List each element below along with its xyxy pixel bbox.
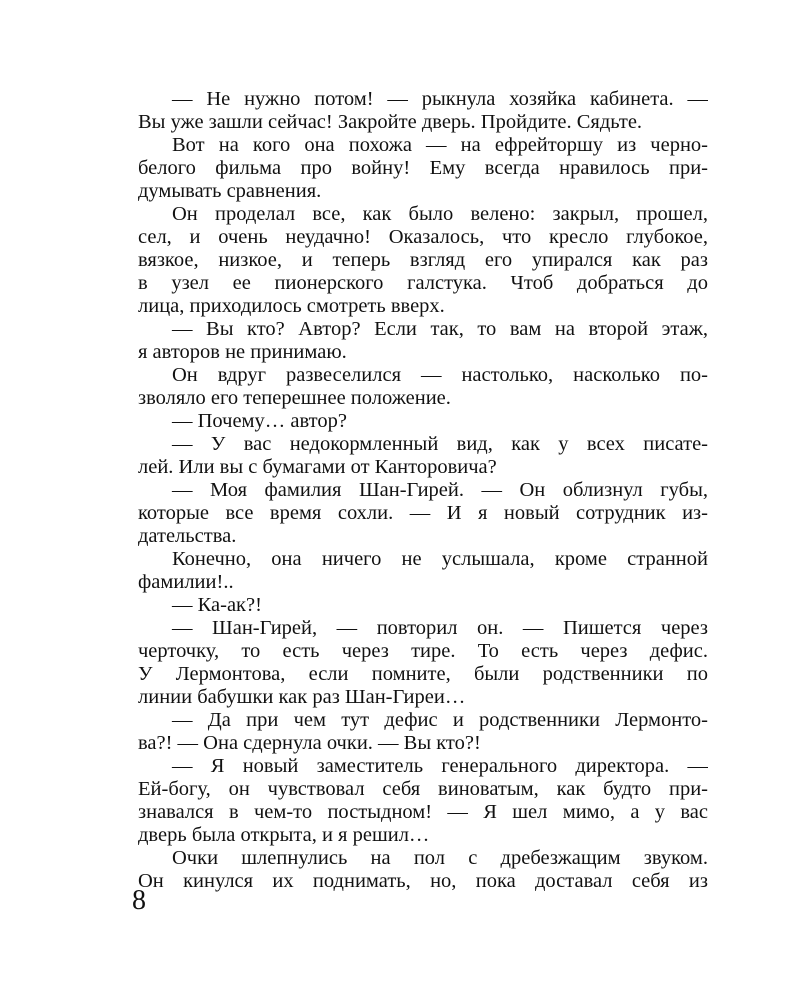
book-page-text bbox=[138, 88, 708, 893]
text-line: — Шан-Гирей, — повторил он. — Пишется через bbox=[172, 617, 708, 639]
text-line: Очки шлепнулись на пол с дребезжащим звуком. bbox=[172, 847, 708, 869]
text-line: — У вас недокормленный вид, как у всех писате- bbox=[172, 433, 708, 455]
text-line: вязкое, низкое, и теперь взгляд его упирался как раз bbox=[138, 249, 708, 271]
text-line: Он проделал все, как было велено: закрыл, прошел, bbox=[172, 203, 708, 225]
text-line: — Моя фамилия Шан-Гирей. — Он облизнул губы, bbox=[172, 479, 708, 501]
text-line: зволяло его теперешнее положение. bbox=[138, 387, 451, 409]
text-line: думывать сравнения. bbox=[138, 180, 322, 202]
text-line: в узел ее пионерского галстука. Чтоб добраться до bbox=[138, 272, 708, 294]
text-line: белого фильма про войну! Ему всегда нравилось при- bbox=[138, 157, 708, 179]
text-line: — Да при чем тут дефис и родственники Лермонто- bbox=[172, 709, 708, 731]
text-line: я авторов не принимаю. bbox=[138, 341, 347, 363]
page-number: 8 bbox=[132, 885, 146, 916]
text-line: фамилии!.. bbox=[138, 571, 234, 593]
text-line: дательства. bbox=[138, 525, 237, 547]
text-line: сел, и очень неудачно! Оказалось, что кресло глубокое, bbox=[138, 226, 708, 248]
text-line: У Лермонтова, если помните, были родственники по bbox=[138, 663, 708, 685]
text-line: — Вы кто? Автор? Если так, то вам на второй этаж, bbox=[172, 318, 708, 340]
text-line: ва?! — Она сдернула очки. — Вы кто?! bbox=[138, 732, 481, 754]
text-line: Вы уже зашли сейчас! Закройте дверь. Пройдите. Сядьте. bbox=[138, 111, 643, 133]
text-line: Ей-богу, он чувствовал себя виноватым, как будто при- bbox=[138, 778, 708, 800]
text-line: знавался в чем-то постыдном! — Я шел мимо, а у вас bbox=[138, 801, 708, 823]
text-line: — Ка-ак?! bbox=[172, 594, 262, 616]
text-line: черточку, то есть через тире. То есть через дефис. bbox=[138, 640, 708, 662]
text-line: которые все время сохли. — И я новый сотрудник из- bbox=[138, 502, 708, 524]
text-line: линии бабушки как раз Шан-Гиреи… bbox=[138, 686, 466, 708]
text-line: Он вдруг развеселился — настолько, насколько по- bbox=[172, 364, 708, 386]
text-line: Вот на кого она похожа — на ефрейторшу из черно- bbox=[172, 134, 708, 156]
text-line: — Не нужно потом! — рыкнула хозяйка кабинета. — bbox=[172, 88, 708, 110]
text-line: Конечно, она ничего не услышала, кроме странной bbox=[172, 548, 708, 570]
text-line: — Почему… автор? bbox=[172, 410, 347, 432]
text-line: — Я новый заместитель генерального директора. — bbox=[172, 755, 708, 777]
text-line: лей. Или вы с бумагами от Канторовича? bbox=[138, 456, 497, 478]
text-line: Он кинулся их поднимать, но, пока доставал себя из bbox=[138, 870, 708, 892]
text-line: дверь была открыта, и я решил… bbox=[138, 824, 430, 846]
text-line: лица, приходилось смотреть вверх. bbox=[138, 295, 445, 317]
